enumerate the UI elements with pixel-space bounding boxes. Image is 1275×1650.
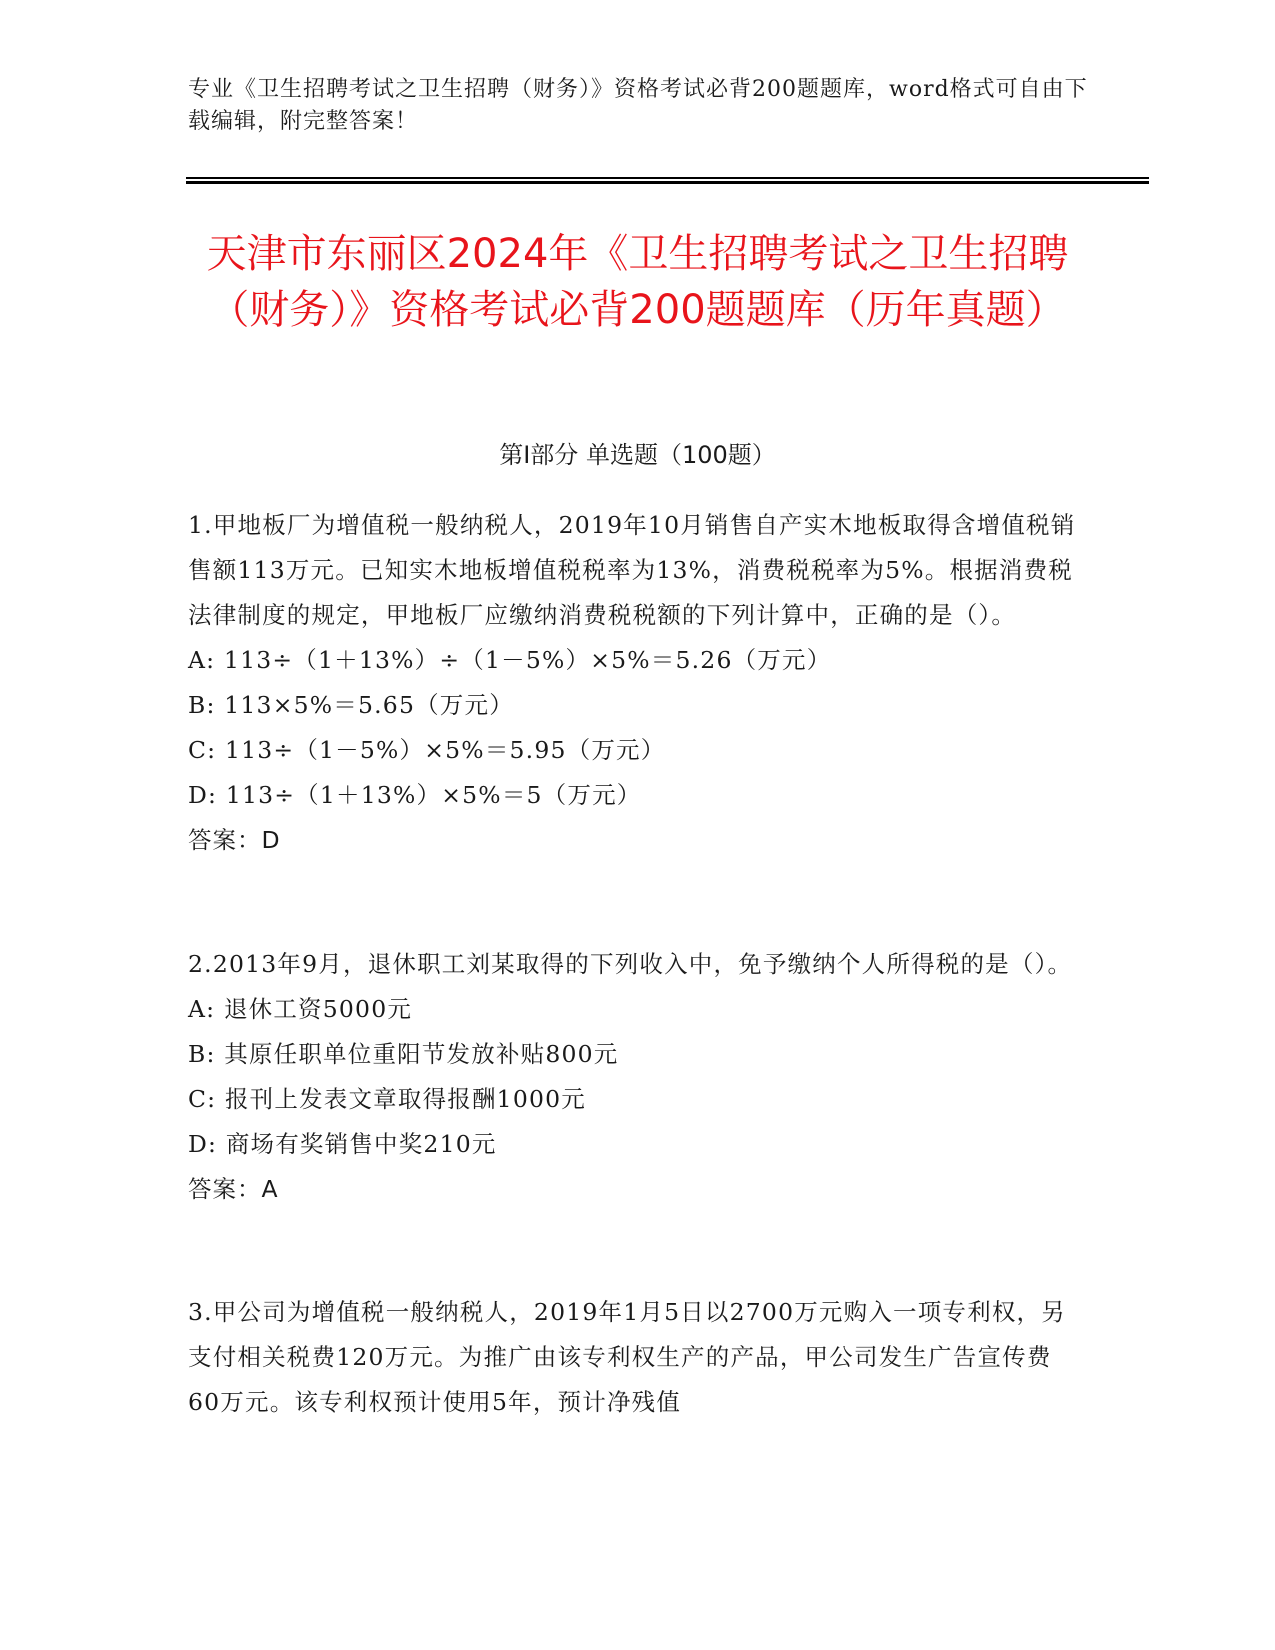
option-a: A: 113÷（1＋13%）÷（1－5%）×5%＝5.26（万元）	[188, 646, 832, 674]
option-c: C: 113÷（1－5%）×5%＝5.95（万元）	[188, 736, 666, 764]
question-stem: 2.2013年9月，退休职工刘某取得的下列收入中，免予缴纳个人所得税的是（）。	[188, 950, 1073, 978]
option-a: A: 退休工资5000元	[188, 995, 413, 1023]
question-2	[188, 942, 1078, 1212]
document-title: 天津市东丽区2024年《卫生招聘考试之卫生招聘（财务）》资格考试必背200题题库（历年真题）	[206, 231, 1069, 333]
answer: 答案：A	[188, 1175, 279, 1203]
section-title: 第Ⅰ部分 单选题（100题）	[499, 441, 776, 469]
question-3	[188, 1290, 1078, 1425]
option-b: B: 其原任职单位重阳节发放补贴800元	[188, 1040, 619, 1068]
question-1	[188, 503, 1078, 863]
header-divider-thick	[186, 181, 1149, 184]
option-b: B: 113×5%＝5.65（万元）	[188, 691, 514, 719]
option-d: D: 商场有奖销售中奖210元	[188, 1130, 497, 1158]
header-divider-thin	[186, 177, 1149, 179]
header-note: 专业《卫生招聘考试之卫生招聘（财务）》资格考试必背200题题库，word格式可自由下载编辑，附完整答案！	[188, 77, 1088, 134]
option-d: D: 113÷（1＋13%）×5%＝5（万元）	[188, 781, 642, 809]
option-c: C: 报刊上发表文章取得报酬1000元	[188, 1085, 586, 1113]
answer: 答案：D	[188, 826, 281, 854]
question-stem: 3.甲公司为增值税一般纳税人，2019年1月5日以2700万元购入一项专利权，另支付相关税费120万元。为推广由该专利权生产的产品，甲公司发生广告宣传费60万元。该专利权预计使用5年，预计净残值	[188, 1298, 1066, 1416]
question-stem: 1.甲地板厂为增值税一般纳税人，2019年10月销售自产实木地板取得含增值税销售额113万元。已知实木地板增值税税率为13%，消费税税率为5%。根据消费税法律制度的规定，甲地板厂应缴纳消费税税额的下列计算中，正确的是（）。	[188, 511, 1076, 629]
